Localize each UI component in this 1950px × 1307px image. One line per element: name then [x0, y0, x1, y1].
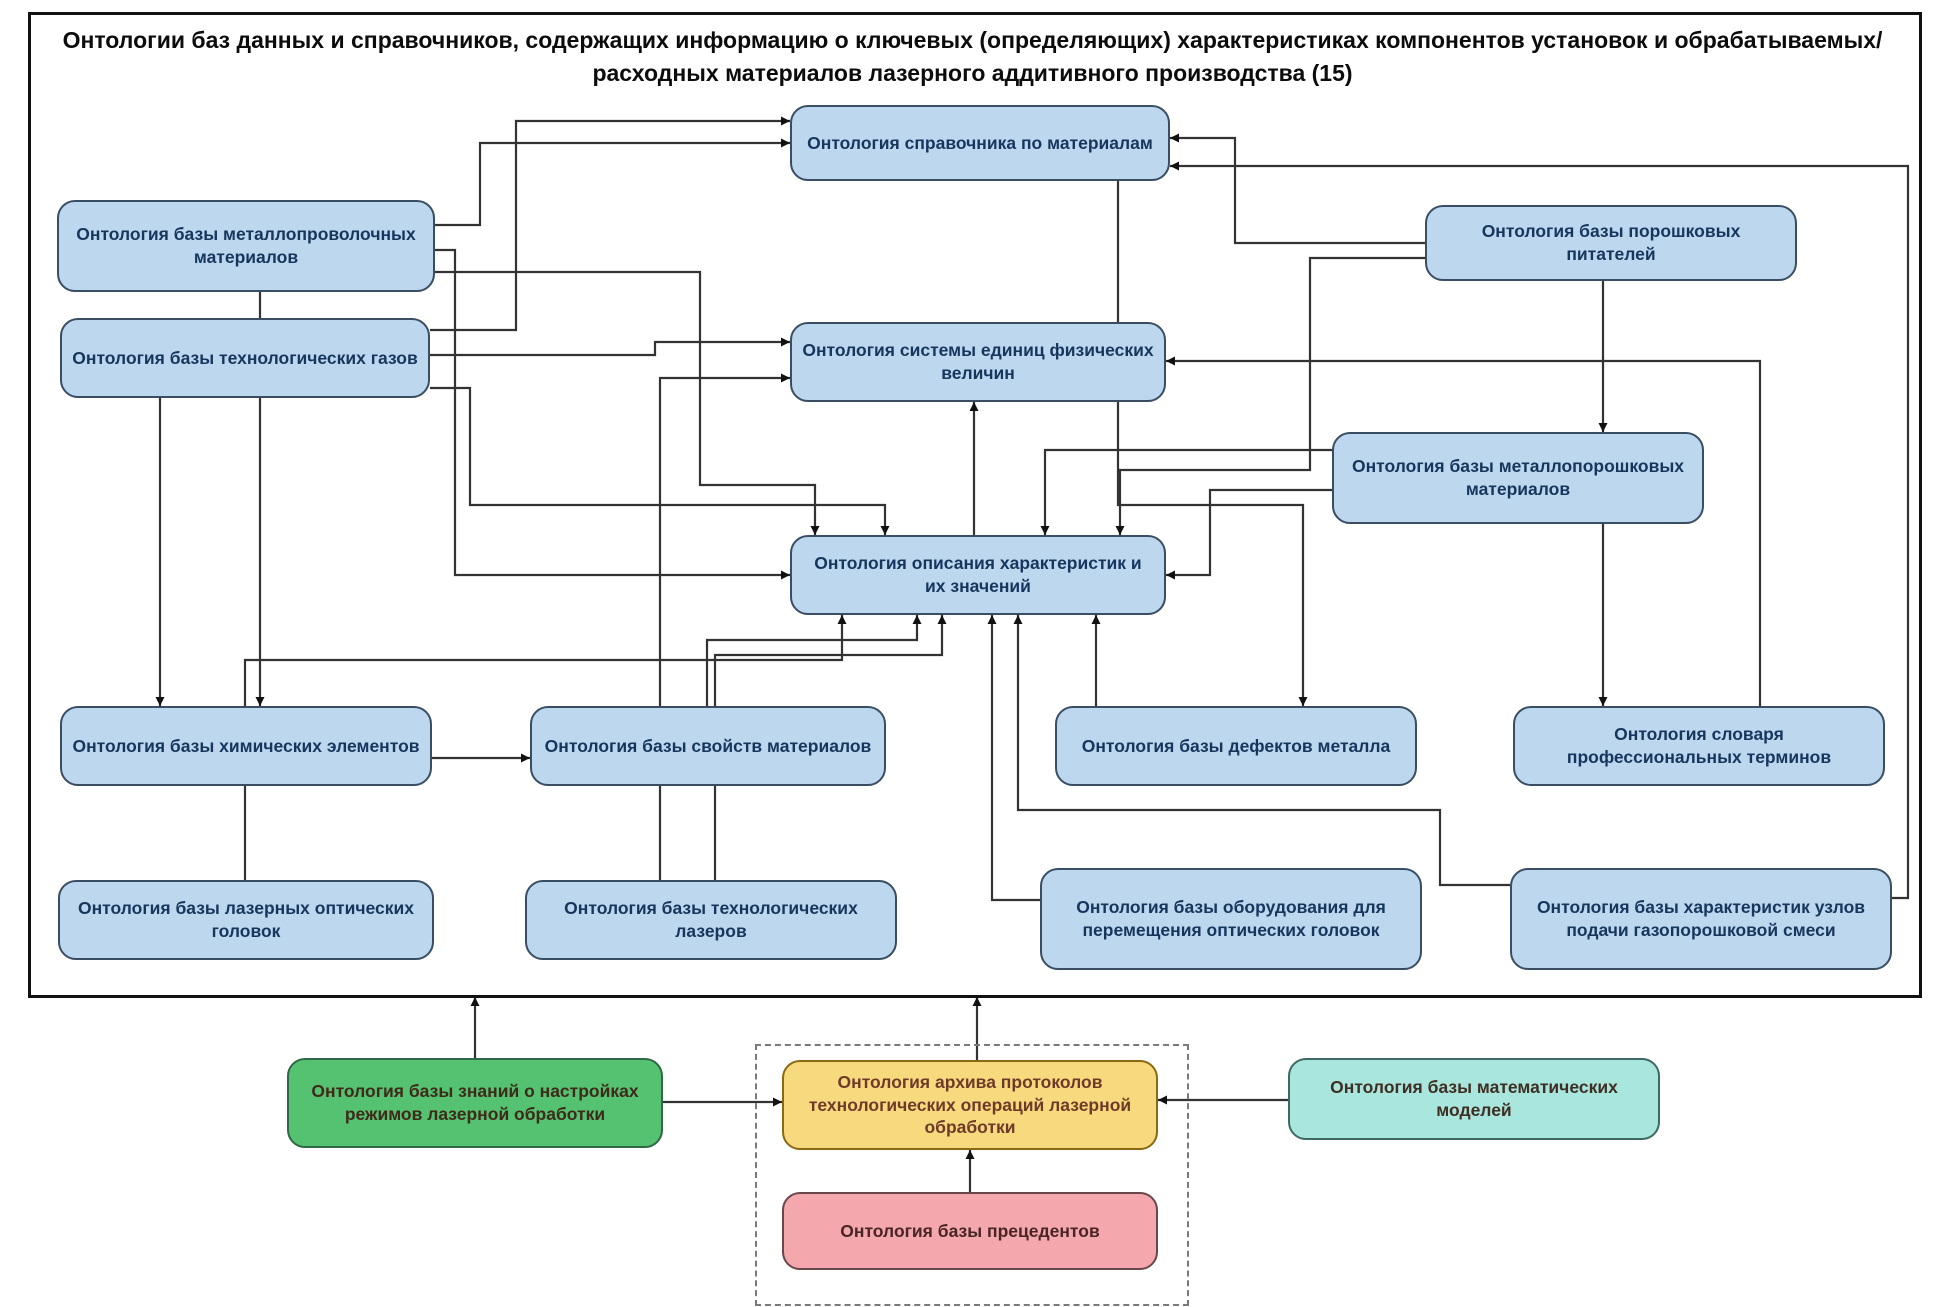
node-metal-defects: Онтология базы дефектов металла [1055, 706, 1417, 786]
node-protocols-archive: Онтология архива протоколов технологических операций лазерной обработки [782, 1060, 1158, 1150]
node-tech-lasers: Онтология базы технологических лазеров [525, 880, 897, 960]
node-chem-elements: Онтология базы химических элементов [60, 706, 432, 786]
node-characteristics: Онтология описания характеристик и их значений [790, 535, 1166, 615]
diagram-title: Онтологии баз данных и справочников, содержащих информацию о ключевых (определяющих) характеристиках компонентов установок и обрабатываемых/расходных материалов лазерного аддитивного производства (15) [62, 27, 1883, 87]
node-metal-powder: Онтология базы металлопорошковых материалов [1332, 432, 1704, 524]
node-laser-heads: Онтология базы лазерных оптических головок [58, 880, 434, 960]
node-positioning-equip: Онтология базы оборудования для перемещения оптических головок [1040, 868, 1422, 970]
node-materials-ref: Онтология справочника по материалам [790, 105, 1170, 181]
node-wire-materials: Онтология базы металлопроволочных материалов [57, 200, 435, 292]
node-units-system: Онтология системы единиц физических величин [790, 322, 1166, 402]
node-powder-feeders: Онтология базы порошковых питателей [1425, 205, 1797, 281]
node-precedents: Онтология базы прецедентов [782, 1192, 1158, 1270]
node-gas-powder-units: Онтология базы характеристик узлов подачи газопорошковой смеси [1510, 868, 1892, 970]
node-laser-modes-knowledge: Онтология базы знаний о настройках режимов лазерной обработки [287, 1058, 663, 1148]
node-math-models: Онтология базы математических моделей [1288, 1058, 1660, 1140]
node-prof-terms: Онтология словаря профессиональных терминов [1513, 706, 1885, 786]
node-tech-gases: Онтология базы технологических газов [60, 318, 430, 398]
node-material-props: Онтология базы свойств материалов [530, 706, 886, 786]
